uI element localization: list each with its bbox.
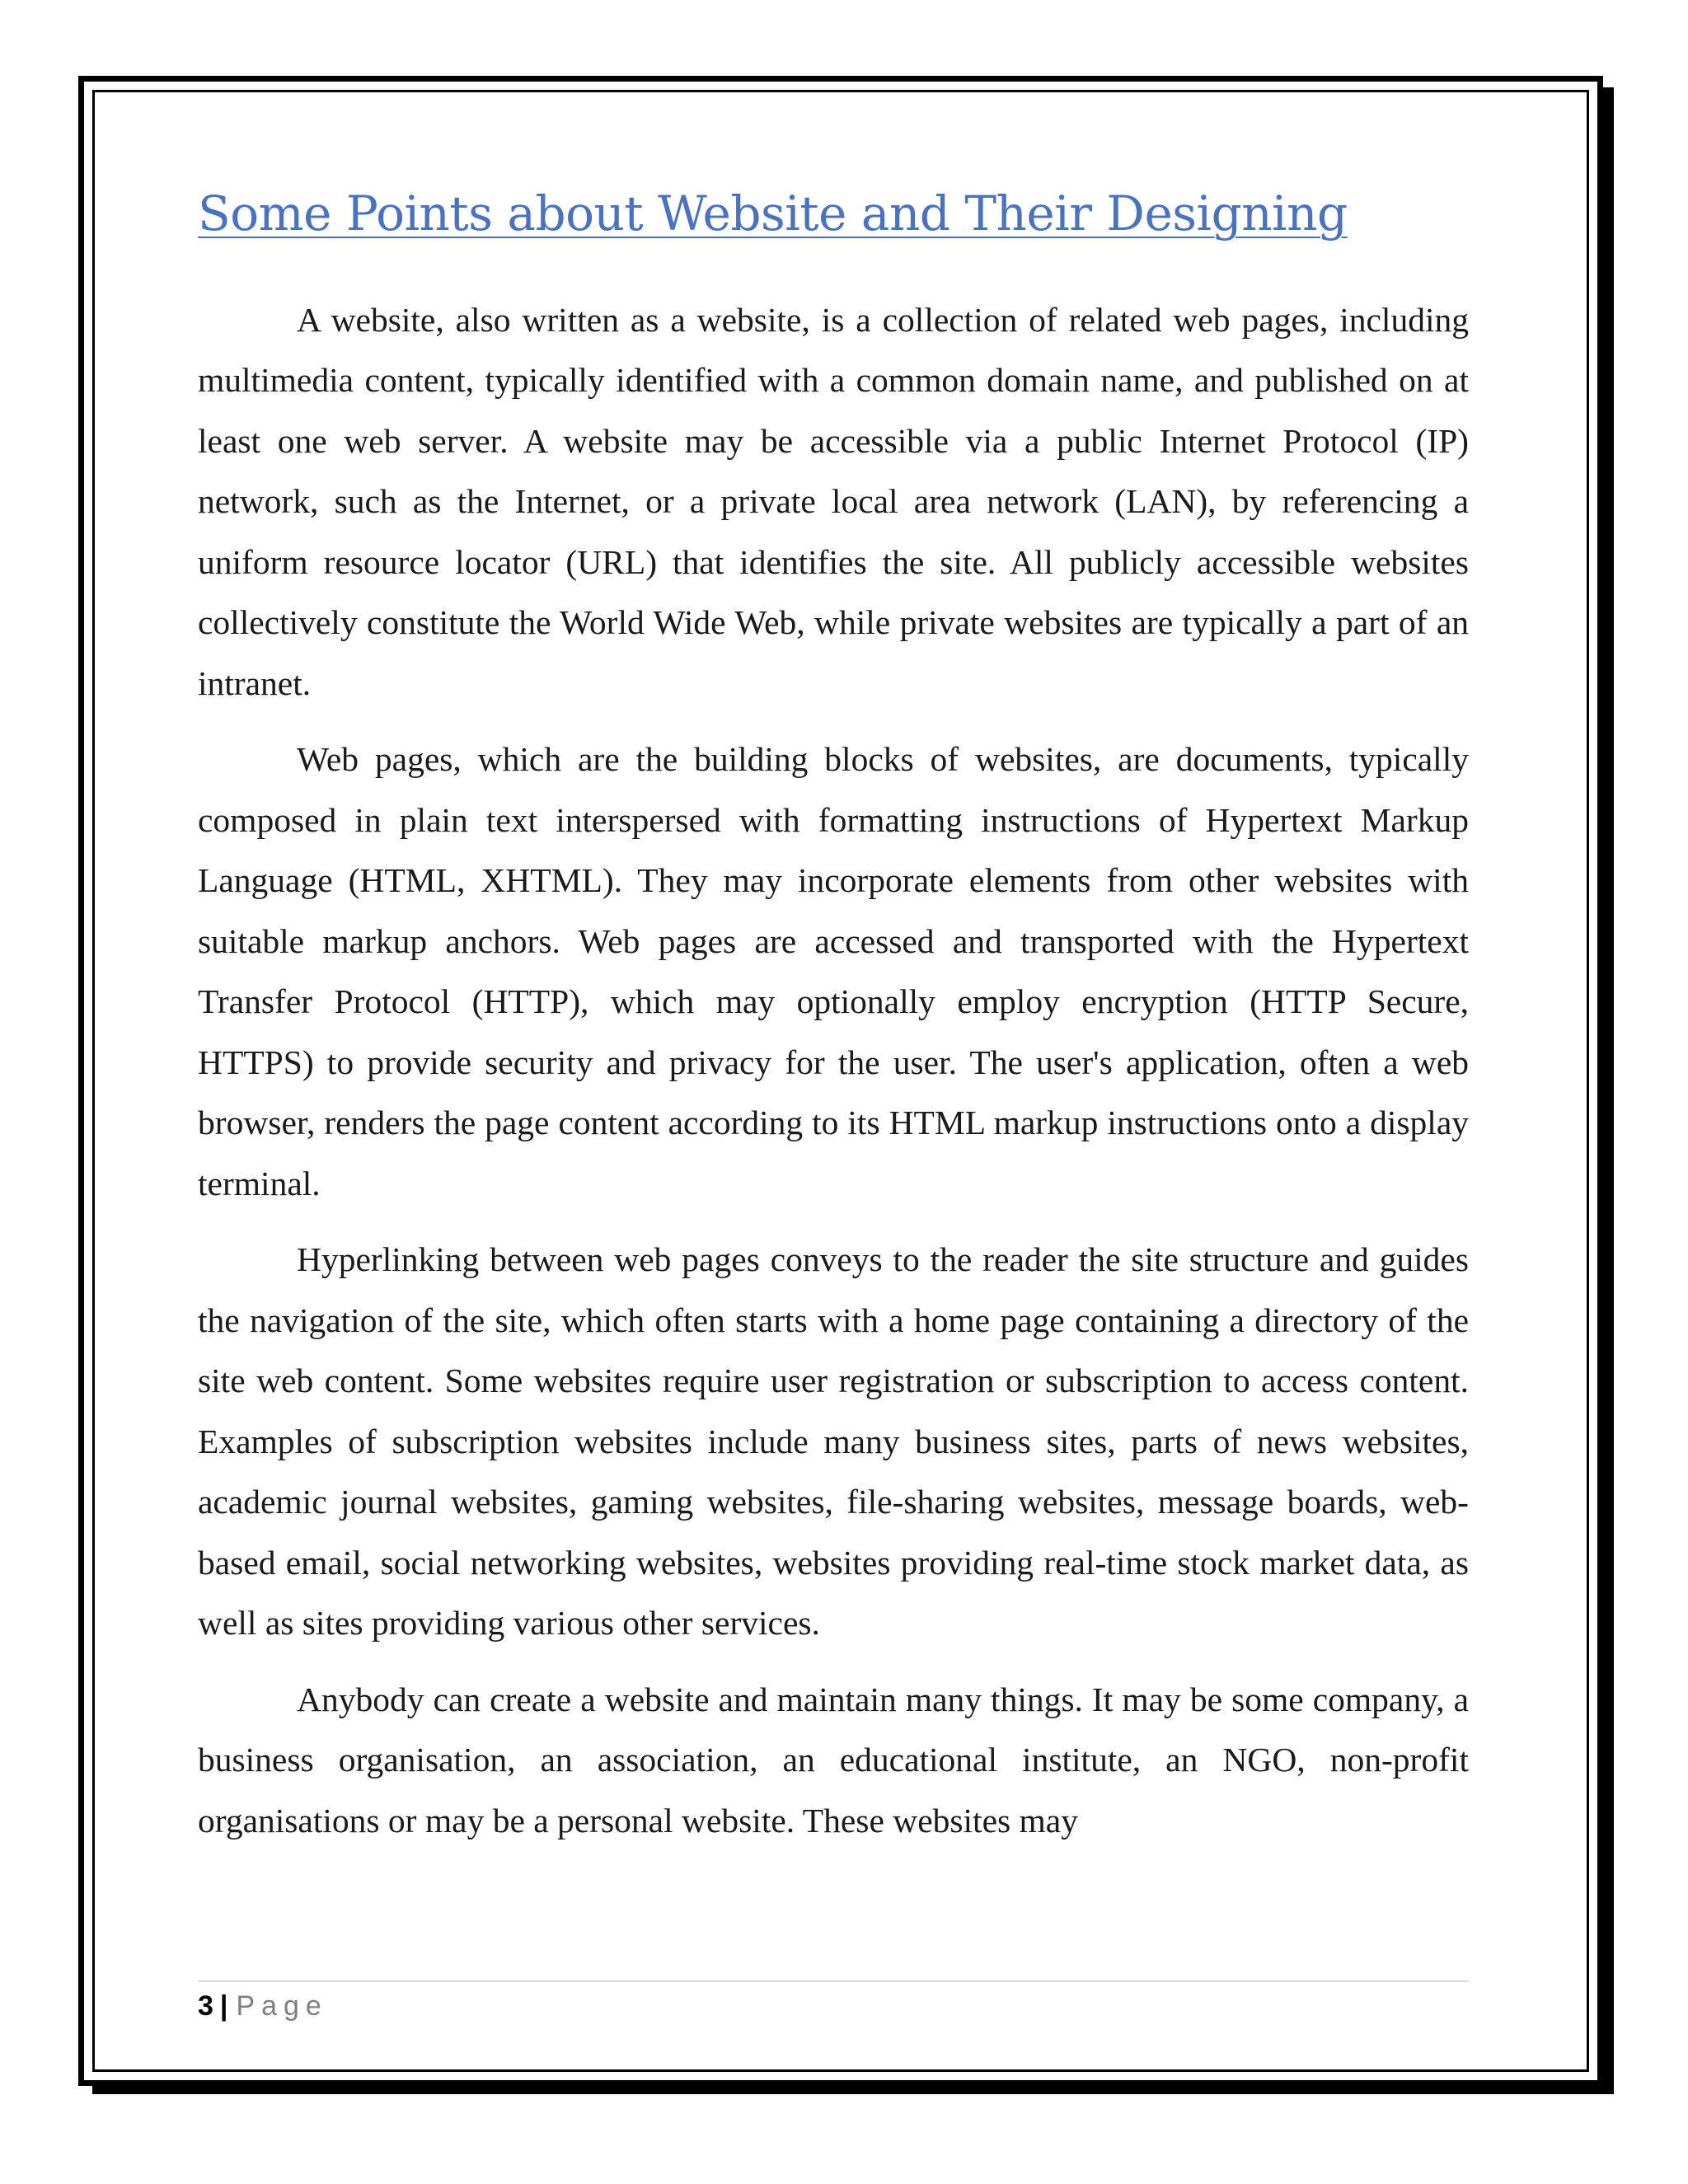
paragraph-2: Web pages, which are the building blocks of websites, are documents, typically composed in plain text interspersed with formatting instructions of Hypertext Markup Language (HTML, XHTML). They may incorporate elements from other websites with suitable markup anchors. Web pages are accessed and transported with the Hypertext Transfer Protocol (HTTP), which may optionally employ encryption (HTTP Secure, HTTPS) to provide security and privacy for the user. The user's application, often a web browser, renders the page content according to its HTML markup instructions onto a display terminal.: [198, 740, 1469, 1202]
page-label: Page: [236, 1990, 328, 2022]
page-number: 3: [198, 1990, 213, 2022]
paragraph-1: A website, also written as a website, is a collection of related web pages, including multimedia content, typically identified with a common domain name, and published on at least one web server. A website may be accessible via a public Internet Protocol (IP) network, such as the Internet, or a private local area network (LAN), by referencing a uniform resource locator (URL) that identifies the site. All publicly accessible websites collectively constitute the World Wide Web, while private websites are typically a part of an intranet.: [198, 300, 1469, 702]
paragraph-3: Hyperlinking between web pages conveys to the reader the site structure and guides the navigation of the site, which often starts with a home page containing a directory of the site web content. Some websites require user registration or subscription to access content. Examples of subscription websites include many business sites, parts of news websites, academic journal websites, gaming websites, file-sharing websites, message boards, web-based email, social networking websites, websites providing real-time stock market data, as well as sites providing various other services.: [198, 1240, 1469, 1643]
paragraph-4: Anybody can create a website and maintain many things. It may be some company, a business organisation, an association, an educational institute, an NGO, non-profit organisations or may be a personal website. These websites may: [198, 1680, 1469, 1840]
footer-divider: [198, 1980, 1469, 1982]
document-title: Some Points about Website and Their Designing: [198, 185, 1348, 241]
document-body: [198, 185, 1469, 1867]
footer-separator: |: [219, 1990, 228, 2022]
page-footer: [198, 1990, 328, 2022]
